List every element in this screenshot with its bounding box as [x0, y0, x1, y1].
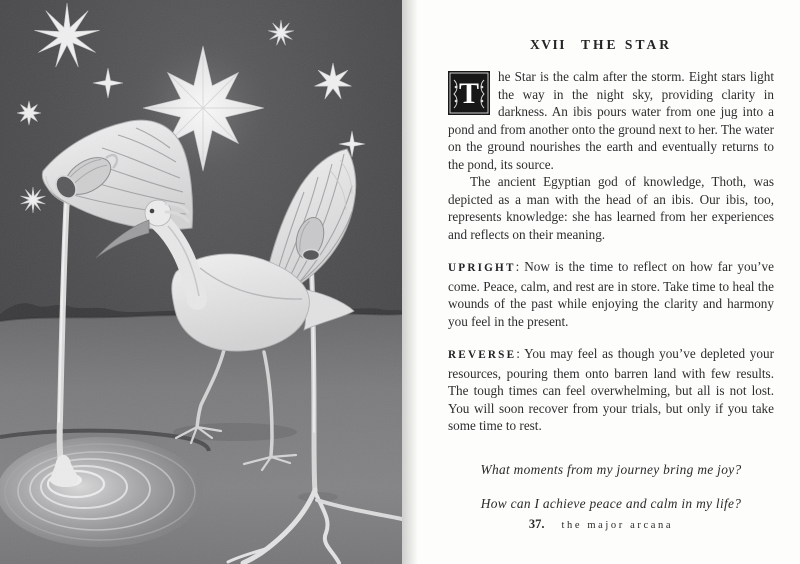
journal-question: What moments from my journey bring me joy? — [480, 461, 742, 477]
decorative-drop-cap — [448, 71, 490, 115]
chapter-title: THE STAR — [581, 37, 672, 52]
upright-paragraph — [448, 258, 774, 330]
right-page — [402, 0, 800, 564]
upright-label: UPRIGHT — [448, 262, 516, 274]
drop-cap-woodcut — [448, 71, 490, 115]
lead-paragraph — [448, 68, 774, 173]
drop-cap-letter: T — [458, 77, 480, 110]
journal-question: How can I achieve peace and calm in my life? — [480, 496, 742, 511]
chapter-number: XVII — [530, 37, 567, 52]
body-text-column — [448, 68, 774, 513]
page-footer — [402, 517, 800, 532]
second-paragraph: The ancient Egyptian god of knowledge, Thoth, was depicted as a man with the head of an ibis. Our ibis, too, represents knowledge: she has learned from her experiences and reflects on their meaning. — [448, 174, 774, 242]
reverse-text: : You may feel as though you’ve depleted your resources, pouring them onto barren land with few results. The tough times can feel overwhelming, but all is not lost. You will soon recover from your trials, but only if you take some time to rest. — [448, 346, 774, 433]
reverse-label: REVERSE — [448, 349, 517, 361]
running-title: the major arcana — [561, 520, 674, 531]
page-number: 37. — [528, 517, 545, 531]
chapter-heading — [402, 37, 800, 53]
upright-text: : Now is the time to reflect on how far you’ve come. Peace, calm, and rest are in store. Take time to heal the wounds of the past while enjoying the clarity and harmony you feel in the present. — [448, 259, 774, 329]
reverse-paragraph — [448, 345, 774, 435]
lead-paragraph-text: he Star is the calm after the storm. Eight stars light the way in the night sky, providing clarity in darkness. An ibis pours water from one jug into a pond and from another onto the ground next to her. The water on the ground nourishes the earth and eventually returns to the pond, its source. — [448, 69, 774, 172]
